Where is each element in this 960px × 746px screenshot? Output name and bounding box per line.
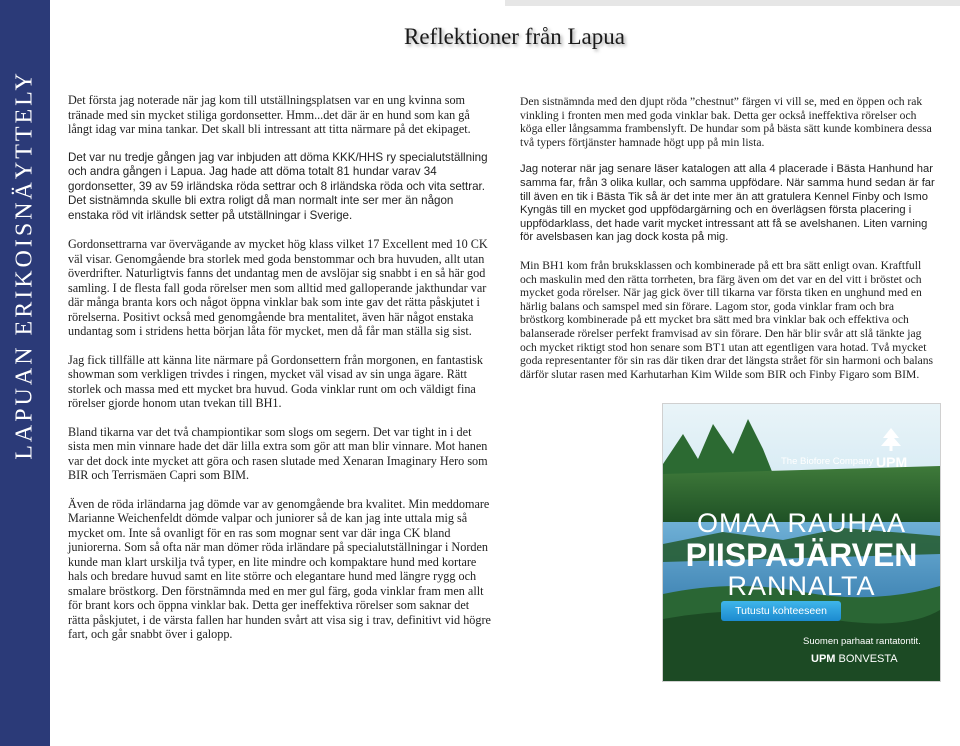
ad-headline-1: OMAA RAUHAA — [696, 508, 907, 538]
explore-property-button[interactable]: Tutustu kohteeseen — [721, 601, 841, 621]
right-paragraph-2: Jag noterar när jag senare läser katalogen att alla 4 placerade i Bästa Hanhund har samma far, från 3 olika kullar, och samma uppfödare. När samma hund sedan är far till även en tik i Bästa Tik så är det inte mer än att gratulera Kennel Finby och Ismo Kyngäs till en mycket god uppfödargärning och en överlägsen första placering i uppfödarklass, det hade varit mycket intressant att få se avelshanen. Liten varning för avelsbasen kan jag dock kosta på mig. — [520, 163, 935, 244]
side-banner — [0, 0, 50, 746]
ad-headline-3: RANNALTA — [727, 571, 876, 601]
ad-footer-upm: UPM — [811, 653, 836, 665]
right-paragraph-1: Den sistnämnda med den djupt röda ”chestnut” färgen vi vill se, med en öppen och rak vinkling i fronten men med goda vinklar bak. Detta ger också ineffektiva rörelser och köga eller långsamma frambenslyft. De hundar som på bästa sätt kunde kombinera dessa två typers förtjänster hamnade högt upp på min lista. — [520, 95, 932, 149]
left-paragraph-6: Även de röda irländarna jag dömde var av genomgående bra kvalitet. Min meddomare Marianne Weichenfeldt dömde valpar och juniorer så de kan jag inte uttala mig så mycket om. Inte så ovanligt för en ras som mognar sent var där inga CK bland juniorerna. Som så ofta när man dömer röda irländare på specialutställningar i Norden kunde man klart urskilja två typer, en lite mindre och kompaktare hund med kortare hals och bredare huvud samt en lite större och elegantare hund med längre rygg och smalare bröstkorg. Den förstnämnda med en mer gul färg, goda vinklar fram men allt för brant kors och öppna vinklar bak. Detta ger ineffektiva rörelser som saknar det rätta påskjutet, i de värsta fallen har hunden svårt att visa sig i trav, definitivt vid högre fart, och går snabbt över i galopp. — [68, 496, 491, 641]
right-paragraph-3: Min BH1 kom från bruksklassen och kombinerade på ett bra sätt enligt ovan. Kraftfull och maskulin med den rätta torrheten, bra färg även om det var en del vitt i bröstet och mycket goda rörelser. När jag gick över till tikarna var första tiken en unghund med en härlig balans och samspel med sin förare. Lagom stor, goda vinklar fram och bra bröstkorg kombinerade på ett mycket bra sätt med bra vinklar bak och effektiva och balanserade rörelser perfekt framvisad av sin förare. Den här blir svår att slå tänkte jag och mycket riktigt stod hon senare som BT1 utan att egentligen vara hotad. Två mycket goda representanter för sin ras där tiken drar det längsta strået för sin harmoni och balans därför slutar rasen med Karhutarhan Kim Wilde som BIR och Finby Figaro som BIM. — [520, 258, 934, 381]
upm-advertisement[interactable] — [662, 403, 941, 682]
left-paragraph-2: Det var nu tredje gången jag var inbjuden att döma KKK/HHS ry specialutställning och andra gången i Lapua. Jag hade att döma totalt 81 hundar varav 34 gordonsetter, 39 av 59 irländska röda settrar och 8 irländska röda och vita settrar. Det sistnämnda skulle bli extra roligt då man normalt inte ser mer än någon enstaka röd vit irländsk setter på utställningar i Sverige. — [68, 150, 488, 222]
left-paragraph-5: Bland tikarna var det två championtikar som slogs om segern. Det var tight in i det sista men min vinnare hade det där lilla extra som gör att man blir vinnare. Mot hanen var det dock inte mycket att göra och rasen slutade med Xenaran Imaginary Hero som BIR och Terrismäen Capri som BIM. — [68, 424, 488, 482]
ad-brand-logo: UPM — [876, 454, 908, 470]
left-paragraph-1: Det första jag noterade när jag kom till utställningsplatsen var en ung kvinna som tränade med sin mycket stiliga gordonsetter. Hmm...det där är en hund som kan gå långt idag var mina tankar. Det skall bli intressant att titta närmare på det ekipaget. — [68, 93, 471, 136]
upm-tree-logo-icon — [877, 426, 905, 454]
side-banner-text: LAPUAN ERIKOISNÄYTTELY — [11, 70, 38, 460]
left-paragraph-3: Gordonsettrarna var övervägande av mycket hög klass vilket 17 Excellent med 10 CK väl visar. Genomgående bra storlek med goda benstommar och bra huvuden, allt utan överdrifter. Naturligtvis fanns det undantag men de avslöjar sig snabbt i en så här god samling. I de flesta fall goda rörelser men som alltid med galloperande jakthundar var där många branta kors och något öppna vinklar bak som inte gav det rätta påskjutet i rörelserna. Positivt också med genomgående bra mentalitet, även här något enstaka undantag som i stridens hetta början låta för mycket, men då får man ställa sig sist. — [68, 237, 488, 338]
left-column — [68, 93, 492, 656]
page-title: Reflektioner från Lapua — [404, 24, 625, 49]
left-paragraph-4: Jag fick tillfälle att känna lite närmare på Gordonsettern från morgonen, en fantastisk showman som verkligen trivdes i ringen, mycket väl visad av sin unga ägare. Rätt storlek och massa med ett mycket bra huvud. Goda vinklar runt om och väldigt fina rörelser gjorde honom utan tvekan till BH1. — [68, 352, 484, 410]
right-column — [520, 95, 940, 395]
ad-footer-product: BONVESTA — [838, 653, 898, 665]
ad-headline-2: PIISPAJÄRVEN — [685, 537, 918, 573]
ad-slogan: Suomen parhaat rantatontit. — [803, 636, 921, 647]
ad-footer-brand — [811, 653, 898, 665]
ad-tagline: The Biofore Company — [781, 456, 874, 467]
top-rule — [505, 0, 960, 6]
